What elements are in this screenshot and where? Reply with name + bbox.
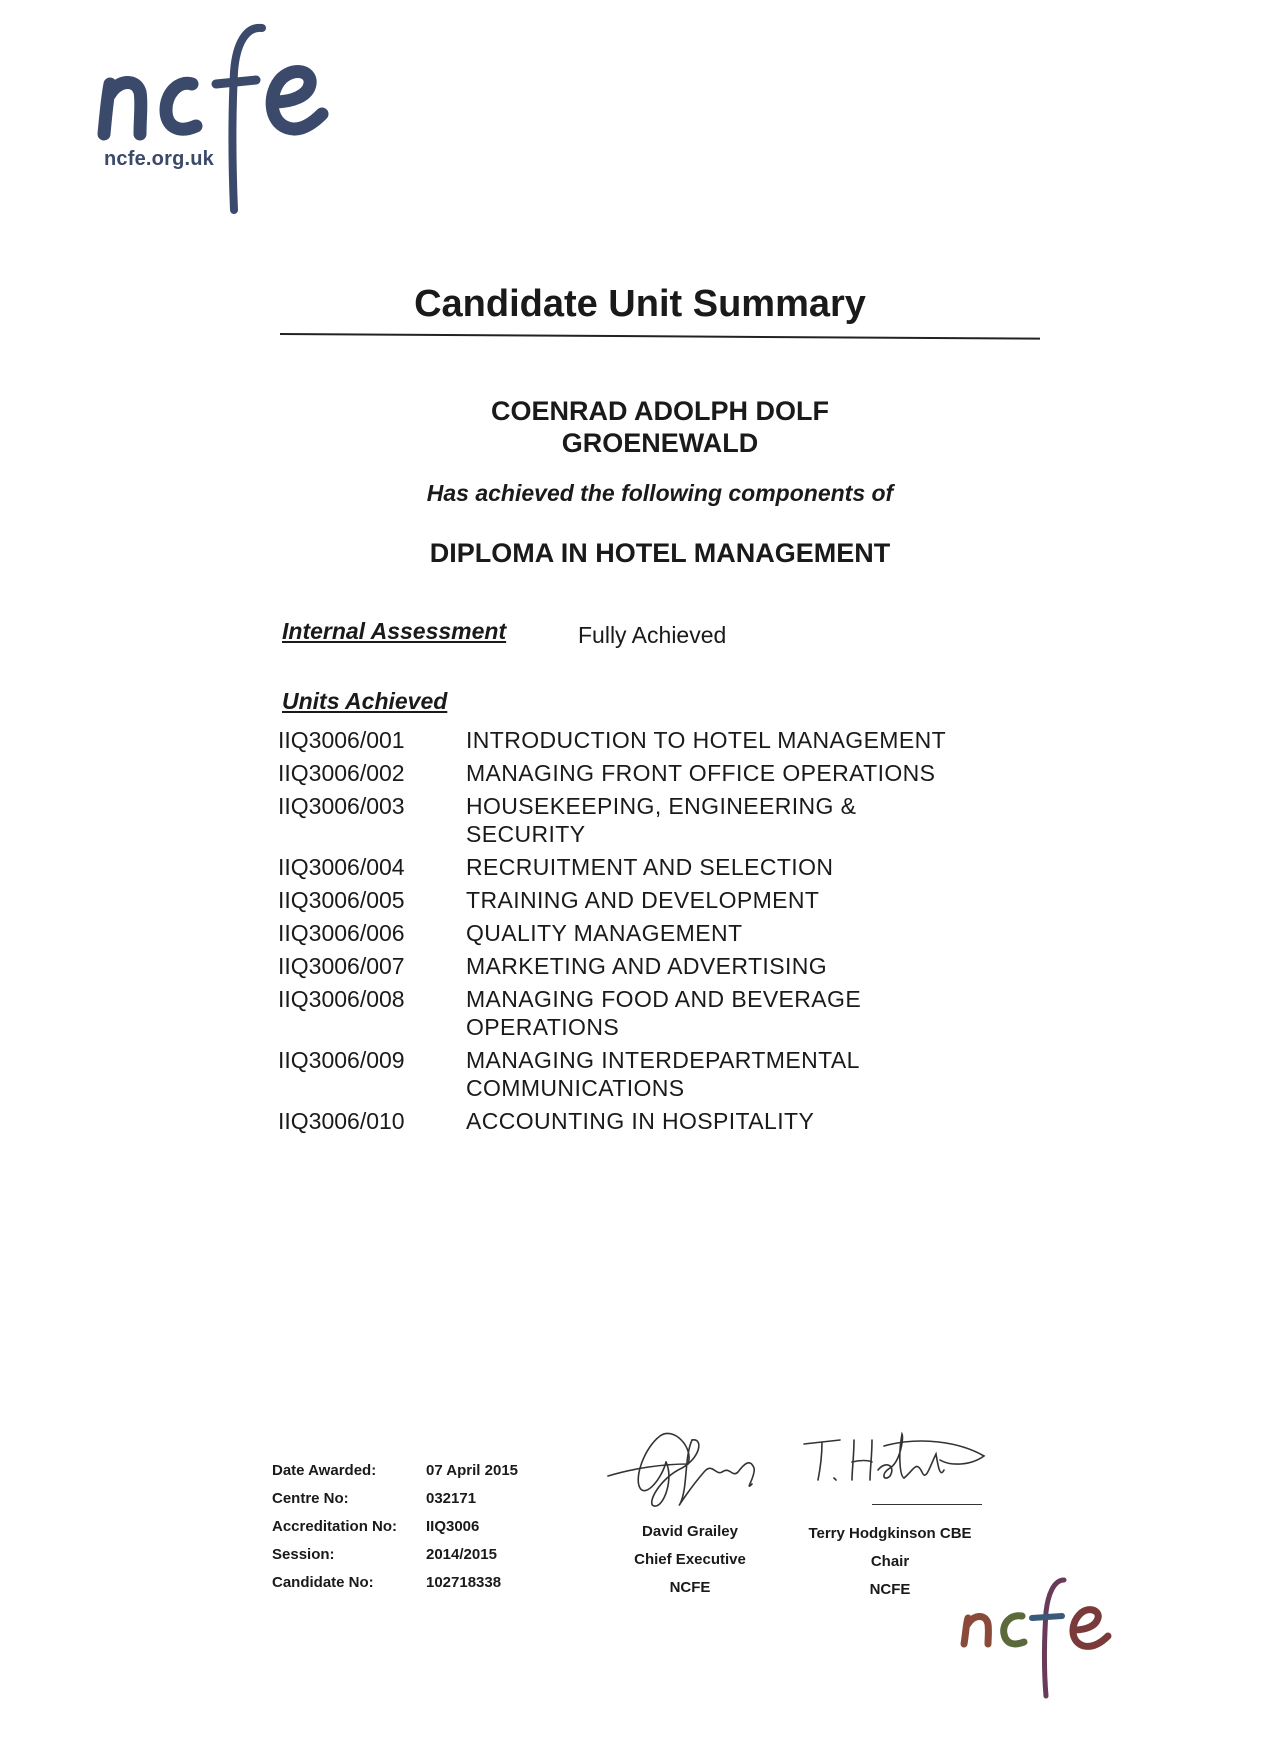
unit-row <box>278 886 1018 914</box>
logo-url: ncfe.org.uk <box>104 148 214 170</box>
detail-label: Session: <box>272 1545 335 1563</box>
detail-value: 07 April 2015 <box>426 1461 518 1479</box>
signature-line <box>872 1504 982 1505</box>
detail-row-session <box>272 1540 518 1568</box>
unit-code: IIQ3006/009 <box>278 1047 405 1073</box>
unit-code: IIQ3006/008 <box>278 986 405 1012</box>
title-divider <box>280 333 1040 340</box>
detail-value: 102718338 <box>426 1573 502 1591</box>
detail-label: Accreditation No: <box>272 1517 398 1535</box>
unit-row <box>278 1046 1018 1102</box>
unit-title: MANAGING FRONT OFFICE OPERATIONS <box>466 760 936 786</box>
unit-code: IIQ3006/007 <box>278 953 405 979</box>
achieved-statement: Has achieved the following components of <box>426 480 894 506</box>
unit-row <box>278 919 1018 947</box>
signatory-role: Chief Executive <box>634 1551 746 1568</box>
candidate-name-line1: COENRAD ADOLPH DOLF <box>491 396 829 426</box>
unit-title: INTRODUCTION TO HOTEL MANAGEMENT <box>466 727 947 753</box>
detail-row-candidate-no <box>272 1568 518 1596</box>
internal-assessment-value: Fully Achieved <box>578 622 727 648</box>
qualification-title: DIPLOMA IN HOTEL MANAGEMENT <box>429 538 891 568</box>
unit-row <box>278 1107 1018 1135</box>
signatory-org: NCFE <box>869 1581 911 1598</box>
signatory-name: Terry Hodgkinson CBE <box>808 1525 972 1542</box>
unit-code: IIQ3006/002 <box>278 760 405 786</box>
unit-code: IIQ3006/003 <box>278 793 405 819</box>
unit-title: ACCOUNTING IN HOSPITALITY <box>466 1108 815 1134</box>
detail-label: Date Awarded: <box>272 1461 377 1479</box>
unit-title: QUALITY MANAGEMENT <box>466 920 743 946</box>
units-achieved-label: Units Achieved <box>282 688 448 714</box>
detail-value: 2014/2015 <box>426 1545 497 1563</box>
award-details <box>272 1456 518 1596</box>
ncfe-seal-logo <box>958 1572 1118 1702</box>
detail-row-accreditation-no <box>272 1512 518 1540</box>
unit-row <box>278 985 1018 1041</box>
unit-code: IIQ3006/005 <box>278 887 405 913</box>
signature-david-grailey <box>604 1418 784 1514</box>
page-title: Candidate Unit Summary <box>414 283 866 325</box>
detail-value: 032171 <box>426 1489 477 1507</box>
unit-code: IIQ3006/004 <box>278 854 405 880</box>
signatory-role: Chair <box>870 1553 910 1570</box>
detail-row-date-awarded <box>272 1456 518 1484</box>
unit-title: MARKETING AND ADVERTISING <box>466 953 828 979</box>
unit-row <box>278 759 1018 787</box>
detail-value: IIQ3006 <box>426 1517 480 1535</box>
unit-row <box>278 952 1018 980</box>
unit-title: TRAINING AND DEVELOPMENT <box>466 887 820 913</box>
internal-assessment-label: Internal Assessment <box>282 618 507 644</box>
unit-title: MANAGING INTERDEPARTMENTAL COMMUNICATIONS <box>466 1047 859 1101</box>
signatory-name: David Grailey <box>642 1523 738 1540</box>
unit-row <box>278 853 1018 881</box>
unit-title: MANAGING FOOD AND BEVERAGE OPERATIONS <box>466 986 862 1040</box>
unit-code: IIQ3006/010 <box>278 1108 405 1134</box>
ncfe-logo <box>96 22 356 222</box>
unit-code: IIQ3006/001 <box>278 727 405 753</box>
unit-code: IIQ3006/006 <box>278 920 405 946</box>
units-list <box>278 726 1018 1140</box>
unit-row <box>278 792 1018 848</box>
signatory-org: NCFE <box>669 1579 711 1596</box>
unit-title: HOUSEKEEPING, ENGINEERING & SECURITY <box>466 793 857 847</box>
detail-row-centre-no <box>272 1484 518 1512</box>
detail-label: Candidate No: <box>272 1573 374 1591</box>
detail-label: Centre No: <box>272 1489 349 1507</box>
unit-title: RECRUITMENT AND SELECTION <box>466 854 834 880</box>
unit-row <box>278 726 1018 754</box>
signatory-david-grailey <box>600 1518 780 1602</box>
signature-terry-hodgkinson <box>800 1426 990 1496</box>
candidate-name-line2: GROENEWALD <box>561 428 759 458</box>
